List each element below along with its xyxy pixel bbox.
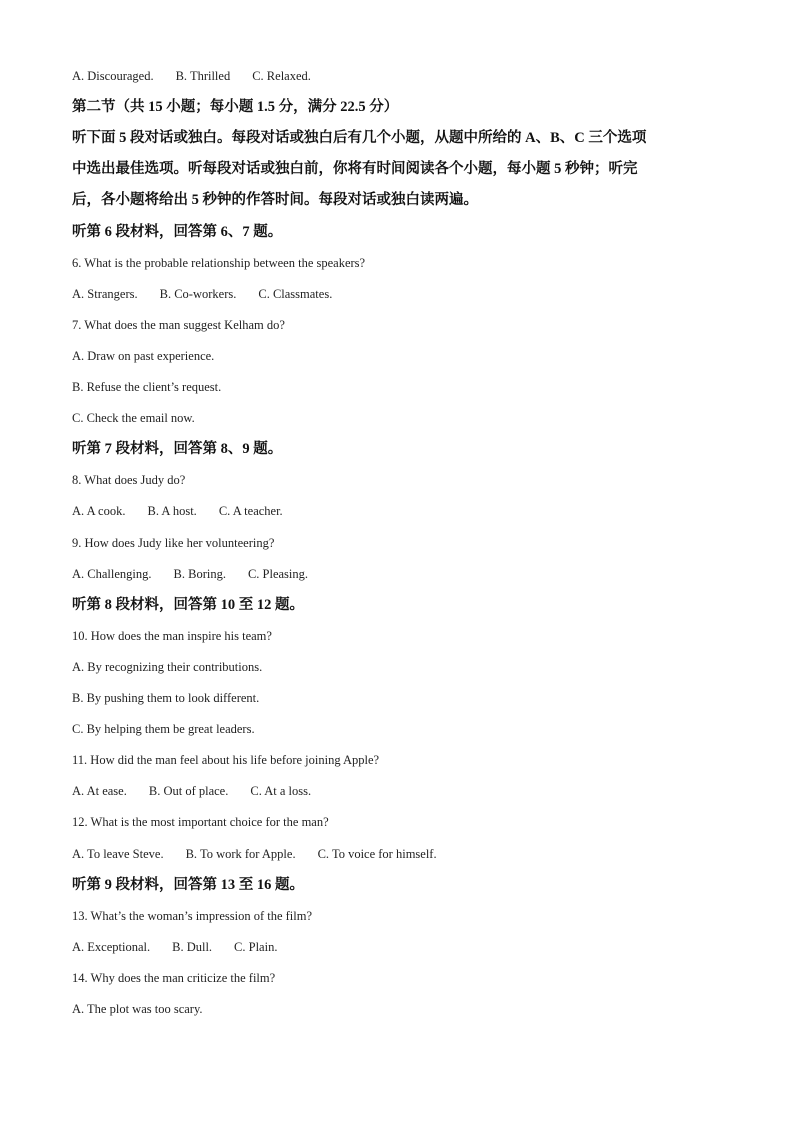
- section-title: 第二节（共 15 小题；每小题 1.5 分，满分 22.5 分）: [72, 99, 399, 115]
- answer-option: A. Exceptional.: [72, 940, 151, 954]
- options-row: [72, 939, 277, 955]
- answer-option: C. To voice for himself.: [317, 847, 437, 861]
- answer-option: B. Out of place.: [148, 784, 229, 798]
- material-heading: 听第 6 段材料，回答第 6、7 题。: [72, 224, 283, 240]
- options-row: [72, 566, 308, 582]
- answer-option: C. By helping them be great leaders.: [72, 722, 255, 736]
- answer-option: B. By pushing them to look different.: [72, 691, 260, 705]
- instruction-text: 听下面 5 段对话或独白。每段对话或独白后有几个小题，从题中所给的 A、B、C 三个选项: [72, 130, 647, 146]
- instruction-text: 后，各小题将给出 5 秒钟的作答时间。每段对话或独白读两遍。: [72, 192, 478, 208]
- answer-option: A. A cook.: [72, 504, 126, 518]
- answer-option: A. The plot was too scary.: [72, 1002, 203, 1016]
- answer-option: C. Plain.: [234, 940, 278, 954]
- answer-option: A. Draw on past experience.: [72, 349, 215, 363]
- question-text: 12. What is the most important choice for the man?: [72, 815, 329, 829]
- question-text: 13. What’s the woman’s impression of the film?: [72, 909, 313, 923]
- question-text: 10. How does the man inspire his team?: [72, 629, 272, 643]
- answer-option: C. Classmates.: [258, 287, 333, 301]
- options-row: [72, 503, 283, 519]
- answer-option: C. Pleasing.: [247, 567, 309, 581]
- answer-option: C. Check the email now.: [72, 411, 195, 425]
- answer-option: A. Challenging.: [72, 567, 152, 581]
- answer-option: B. To work for Apple.: [185, 847, 296, 861]
- answer-option: B. A host.: [147, 504, 197, 518]
- material-heading: 听第 9 段材料，回答第 13 至 16 题。: [72, 877, 304, 893]
- answer-option: B. Boring.: [173, 567, 226, 581]
- question-text: 7. What does the man suggest Kelham do?: [72, 318, 285, 332]
- answer-option: B. Thrilled: [175, 69, 231, 83]
- answer-option: C. Relaxed.: [252, 69, 311, 83]
- answer-option: B. Dull.: [172, 940, 213, 954]
- answer-option: C. At a loss.: [250, 784, 312, 798]
- options-row: [72, 846, 437, 862]
- answer-option: A. At ease.: [72, 784, 127, 798]
- answer-option: A. Strangers.: [72, 287, 138, 301]
- answer-option: B. Refuse the client’s request.: [72, 380, 222, 394]
- material-heading: 听第 7 段材料，回答第 8、9 题。: [72, 441, 283, 457]
- question-text: 11. How did the man feel about his life before joining Apple?: [72, 753, 380, 767]
- material-heading: 听第 8 段材料，回答第 10 至 12 题。: [72, 597, 304, 613]
- answer-option: A. To leave Steve.: [72, 847, 164, 861]
- answer-option: A. By recognizing their contributions.: [72, 660, 263, 674]
- question-text: 14. Why does the man criticize the film?: [72, 971, 276, 985]
- question-text: 9. How does Judy like her volunteering?: [72, 536, 275, 550]
- answer-option: B. Co-workers.: [159, 287, 237, 301]
- answer-option: A. Discouraged.: [72, 69, 154, 83]
- options-row: [72, 286, 332, 302]
- question-text: 8. What does Judy do?: [72, 473, 186, 487]
- options-row: [72, 68, 311, 84]
- answer-option: C. A teacher.: [218, 504, 283, 518]
- options-row: [72, 783, 311, 799]
- question-text: 6. What is the probable relationship between the speakers?: [72, 256, 366, 270]
- instruction-text: 中选出最佳选项。听每段对话或独白前，你将有时间阅读各个小题，每小题 5 秒钟；听完: [72, 161, 638, 177]
